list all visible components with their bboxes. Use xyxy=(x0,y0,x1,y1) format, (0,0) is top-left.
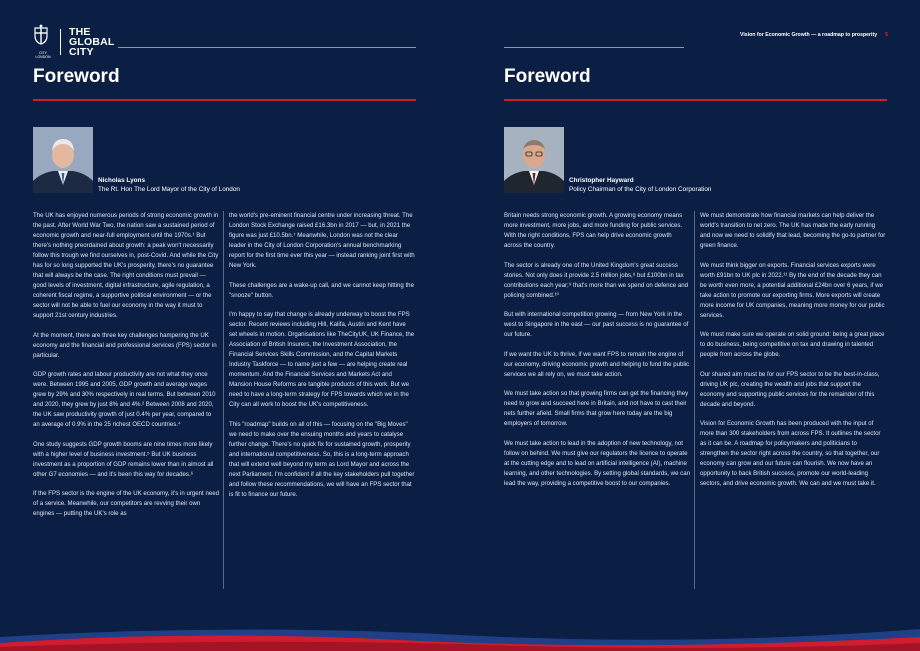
paragraph: Britain needs strong economic growth. A growing economy means more investment, more jobs, and more funding for public services. With the right conditions, FPS can help drive economic growth across the country. xyxy=(504,212,683,249)
paragraph: The sector is already one of the United Kingdom's great success stories. Not only does it provide 2.5 million jobs,⁸ but £100bn in tax contributions each year;⁹ that's more than we spend on defence and policing combined.¹⁰ xyxy=(504,261,688,299)
paragraph: We must make sure we operate on solid ground: being a great place to do business, being competitive on tax and drawing in talented people from across the globe. xyxy=(700,331,885,358)
right-column-divider xyxy=(694,211,695,589)
right-column-2 xyxy=(700,211,886,499)
left-author-name: Nicholas Lyons xyxy=(98,177,145,184)
right-author-byline xyxy=(569,177,711,194)
lord-mayor-portrait xyxy=(33,127,93,193)
right-page-title: Foreword xyxy=(504,66,591,87)
logo-line-2: GLOBAL xyxy=(69,35,115,48)
paragraph: I'm happy to say that change is already underway to boost the FPS sector. Recent reviews including Hill, Kalifa, Austin and Kent have set wheels in motion. Organisations like TheCityUK, UK Finance, the Association of British Insurers, the Investment Association, the Financial Services Skills Commission, and the Capital Markets Industry Taskforce — to name just a few — are helping create real momentum. And the Financial Services and Markets Act and Mansion House Reforms are tangible products of this work. But we need to have a long-term strategy for FPS towards which we in the City can all work to boost the UK's competitiveness. xyxy=(229,311,415,408)
paragraph: Vision for Economic Growth has been produced with the input of more than 300 stakeholders from across FPS. It outlines the sector as it can be. A roadmap for policymakers and politicians to strengthen the sector right across the country, so that together, our economy can grow and our future can flourish. We now have an opportunity to back British success, promote our world-leading sectors, and drive economic growth. We can and we must take it. xyxy=(700,420,881,487)
left-page-title: Foreword xyxy=(33,66,120,87)
city-crest-icon xyxy=(32,24,50,46)
page-number: 5 xyxy=(885,32,888,38)
logo-wordmark xyxy=(69,27,115,57)
paragraph: One study suggests GDP growth booms are nine times more likely with a higher level of business investment.⁵ But UK business investment as a proportion of GDP remains lower than in almost all other G7 economies — and it's been this way for decades.⁶ xyxy=(33,440,214,478)
logo-divider xyxy=(60,29,61,55)
left-title-rule xyxy=(33,99,416,101)
paragraph: At the moment, there are three key challenges hampering the UK economy and the financial and professional services (FPS) sector in particular. xyxy=(33,331,217,359)
right-column-1 xyxy=(504,211,690,498)
paragraph: If we want the UK to thrive, if we want FPS to remain the engine of our economy, driving economic growth and helping to fund the public services we all rely on, we must take action. xyxy=(504,350,690,378)
paragraph: GDP growth rates and labour productivity are not what they once were. Between 1995 and 2005, GDP growth and average wages grew by 29% and 30% respectively in real terms. But between 2010 and 2020, they grew by just 8% and 4%.² Between 2008 and 2020, the UK saw productivity growth of just 0.4% per year, compared to an average of 0.9% in the 25 richest OECD countries.⁴ xyxy=(33,371,216,428)
paragraph: Our shared aim must be for our FPS sector to be the best-in-class, driving UK plc, creating the wealth and jobs that support the economy and supporting public services for the remainder of this decade and beyond. xyxy=(700,370,880,408)
city-logo[interactable] xyxy=(32,24,115,59)
paragraph: We must take action so that growing firms can get the financing they need to grow and succeed here in Britain, and not have to cast their nets further afield. Small firms that grow here today are the big employers of tomorrow. xyxy=(504,390,689,427)
left-author-byline xyxy=(98,177,240,194)
left-column-2 xyxy=(229,211,415,509)
running-header xyxy=(740,32,888,38)
logo-line-1: THE xyxy=(69,25,91,38)
paragraph: We must think bigger on exports. Financial services exports were worth £91bn to UK plc in 2022.¹¹ By the end of the decade they can be worth even more, a potential additional £24bn over 6 years, if we take action to promote our exporting firms. More exports will create more income for UK companies, meaning more money for our public services. xyxy=(700,261,885,319)
left-column-1 xyxy=(33,211,219,529)
running-title: Vision for Economic Growth — a roadmap to prosperity xyxy=(740,32,878,38)
footer-wave-band xyxy=(0,615,920,651)
paragraph: But with international competition growing — from New York in the west to Singapore in the east — our past success is no guarantee of our future. xyxy=(504,311,689,338)
right-title-rule xyxy=(504,99,887,101)
crest-caption: CITY LONDON xyxy=(35,51,51,59)
left-column-divider xyxy=(223,211,224,589)
top-rule-right xyxy=(504,47,684,48)
right-author-role: Policy Chairman of the City of London Corporation xyxy=(569,185,712,193)
policy-chairman-portrait xyxy=(504,127,564,193)
paragraph: These challenges are a wake-up call, and we cannot keep hitting the "snooze" button. xyxy=(229,281,414,299)
paragraph: This "roadmap" builds on all of this — focusing on the "Big Moves" we need to make over the ensuing months and years to catalyse further change. There's no quick fix for sustained growth, prosperity and international competitiveness. So, this is a long-term approach that will extend well beyond my term as Lord Mayor and across the next Parliament. I'm confident if all the key stakeholders pull together and follow these recommendations, we will have an FPS sector that is fit to finance our future. xyxy=(229,420,415,498)
right-author-name: Christopher Hayward xyxy=(569,177,634,184)
left-author-role: The Rt. Hon The Lord Mayor of the City of London xyxy=(98,185,240,193)
paragraph: We must demonstrate how financial markets can help deliver the world's transition to net zero. The UK has made the early running and now we need to solidify that lead, becoming the go-to partner for green finance. xyxy=(700,212,886,249)
portrait-image-icon xyxy=(33,127,93,193)
paragraph: the world's pre-eminent financial centre under increasing threat. The London Stock Exchange raised £16.3bn in 2017 — but, in 2021 the figure was just £10.5bn.⁷ Meanwhile, London was not the clear leader in the City of London Corporation's annual benchmarking report for the first time ever this year — instead ranking joint first with New York. xyxy=(229,212,415,269)
logo-line-3: CITY xyxy=(69,45,94,58)
paragraph: We must take action to lead in the adoption of new technology, not follow on behind. We must give our regulators the licence to operate at the cutting edge and to lead on artificial intelligence (AI), machine learning, and other technologies. By setting global standards, we can lead the way, providing a competitive boost to our companies. xyxy=(504,439,690,487)
paragraph: The UK has enjoyed numerous periods of strong economic growth in the past. After World War Two, the nation saw a sustained period of economic growth and near-full employment until the 1970s.¹ But there's nothing preordained about growth: a peak won't necessarily follow this trough we find ourselves in, post-Covid. And while the City has for so long supported the UK's prosperity, there's no guarantee that will always be the case. The right conditions must prevail — good levels of investment, digital infrastructure, agile regulation, a coherent fiscal regime, a supportive political environment — or the sector will not be able to fuel our economy in the way it must to support 21st century industries. xyxy=(33,212,219,319)
top-rule-left xyxy=(118,47,416,48)
portrait-image-icon xyxy=(504,127,564,193)
paragraph: If the FPS sector is the engine of the UK economy, it's in urgent need of a service. Meanwhile, our competitors are revving their own engines — putting the UK's role as xyxy=(33,490,219,517)
